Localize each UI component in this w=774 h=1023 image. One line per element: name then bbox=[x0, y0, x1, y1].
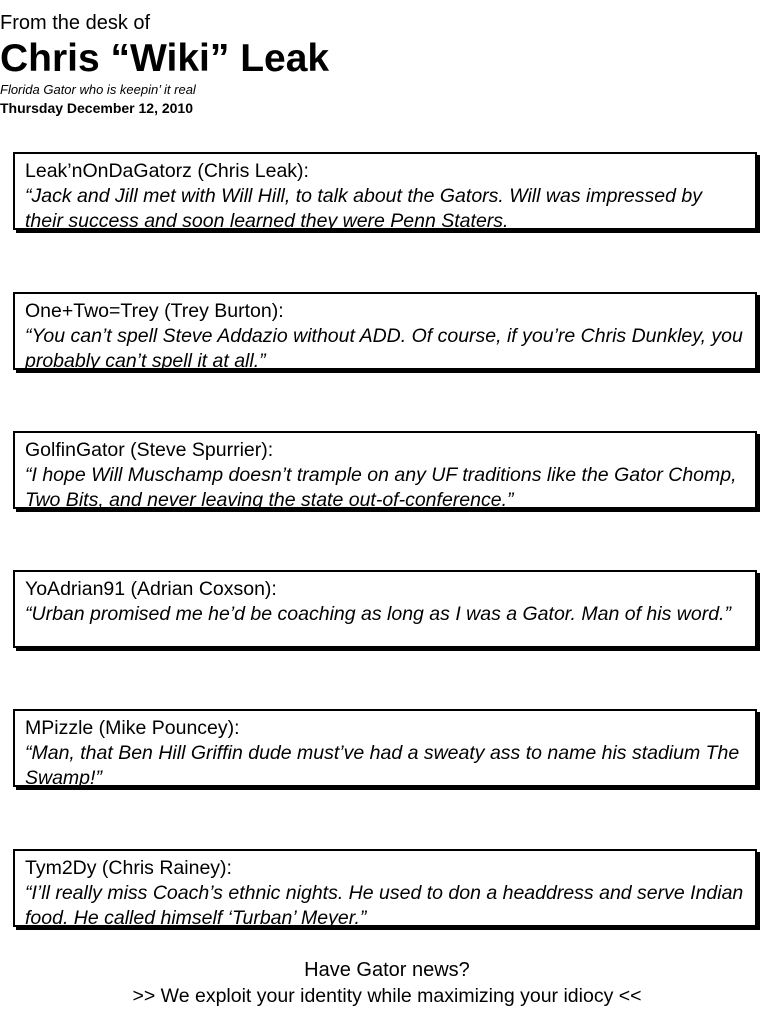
quote-text: “I’ll really miss Coach’s ethnic nights. He used to don a headdress and serve Indian food. He called himself ‘Turban’ Meyer.” bbox=[25, 882, 744, 929]
quote-author: MPizzle (Mike Pouncey): bbox=[25, 717, 240, 739]
quote-text: “Urban promised me he’d be coaching as long as I was a Gator. Man of his word.” bbox=[25, 603, 731, 625]
quote-author: GolfinGator (Steve Spurrier): bbox=[25, 439, 274, 461]
quote-box bbox=[13, 709, 757, 787]
quote-author: YoAdrian91 (Adrian Coxson): bbox=[25, 578, 277, 600]
page-title: Chris “Wiki” Leak bbox=[0, 37, 330, 80]
quote-box bbox=[13, 849, 757, 927]
from-line: From the desk of bbox=[0, 12, 151, 34]
quote-text: “Man, that Ben Hill Griffin dude must’ve had a sweaty ass to name his stadium The Swamp!” bbox=[25, 742, 740, 789]
quote-author: One+Two=Trey (Trey Burton): bbox=[25, 300, 284, 322]
quote-box bbox=[13, 431, 757, 509]
date-line: Thursday December 12, 2010 bbox=[0, 100, 193, 116]
quote-box bbox=[13, 570, 757, 648]
quote-author: Tym2Dy (Chris Rainey): bbox=[25, 857, 232, 879]
footer-news: Have Gator news? bbox=[304, 959, 470, 981]
quote-text: “You can’t spell Steve Addazio without ADD. Of course, if you’re Chris Dunkley, you probably can’t spell it at all.” bbox=[25, 325, 743, 372]
quote-box bbox=[13, 152, 757, 230]
quote-text: “Jack and Jill met with Will Hill, to talk about the Gators. Will was impressed by their success and soon learned they were Penn Staters. bbox=[25, 185, 702, 232]
footer-tagline: >> We exploit your identity while maximizing your idiocy << bbox=[132, 985, 642, 1007]
quote-text: “I hope Will Muschamp doesn’t trample on any UF traditions like the Gator Chomp, Two Bits, and never leaving the state out-of-conference.” bbox=[25, 464, 737, 511]
quote-author: Leak’nOnDaGatorz (Chris Leak): bbox=[25, 160, 309, 182]
quote-box bbox=[13, 292, 757, 370]
tagline: Florida Gator who is keepin’ it real bbox=[0, 82, 196, 97]
